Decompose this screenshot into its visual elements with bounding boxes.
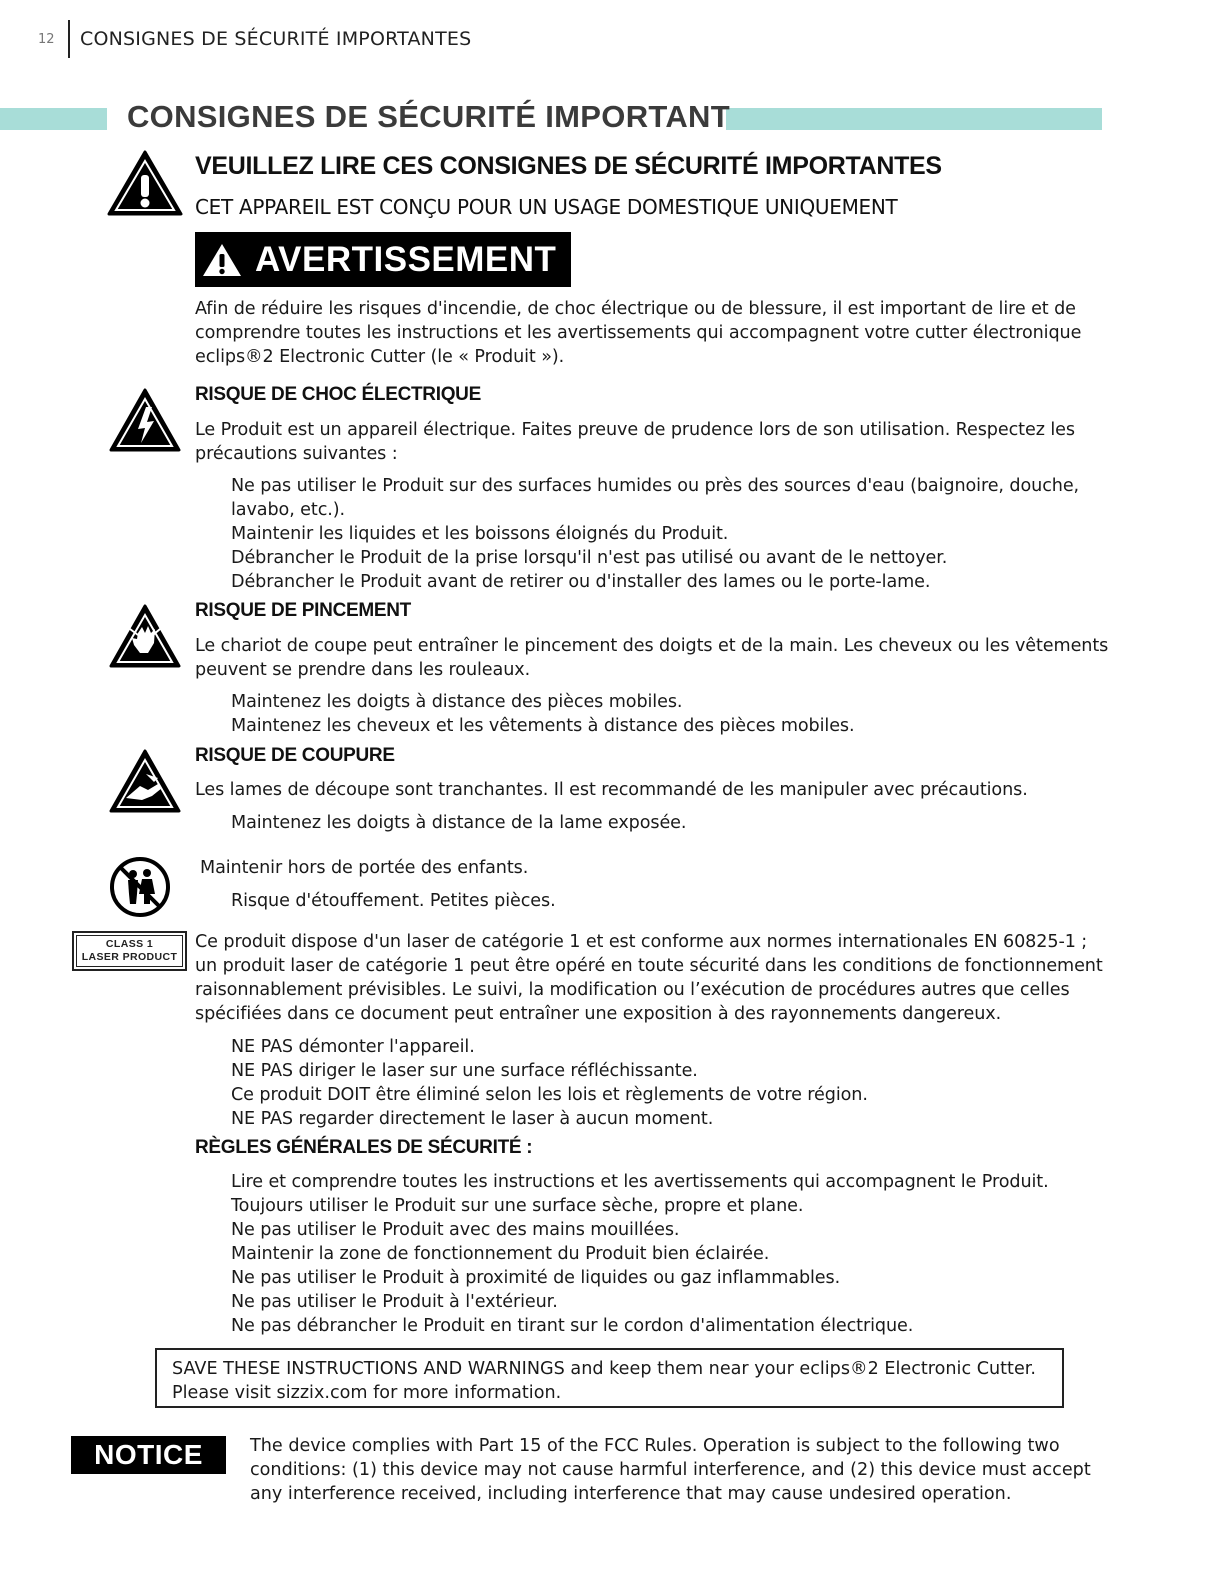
title-accent-band-right <box>726 108 1102 130</box>
warning-banner <box>195 232 571 287</box>
warning-paragraph <box>195 297 1081 369</box>
general-rules-list <box>231 1170 1049 1338</box>
notice-label: NOTICE <box>71 1436 226 1474</box>
pinch-heading: RISQUE DE PINCEMENT <box>195 600 411 621</box>
electric-shock-icon <box>108 387 182 453</box>
list-item: Lire et comprendre toutes les instructions et les avertissements qui accompagnent le Produit. <box>231 1172 1049 1192</box>
list-item: NE PAS démonter l'appareil. <box>231 1037 475 1057</box>
text-line: any interference received, including interference that may cause undesired operation. <box>250 1484 1012 1504</box>
text-line: Maintenir hors de portée des enfants. <box>200 858 529 878</box>
text-line: Ce produit dispose d'un laser de catégorie 1 et est conforme aux normes internationales EN 60825-1 ; <box>195 932 1088 952</box>
text-line: un produit laser de catégorie 1 peut être opéré en toute sécurité dans les conditions de fonctionnement <box>195 956 1103 976</box>
title-accent-band-left <box>0 108 107 130</box>
save-instructions-box <box>155 1348 1064 1408</box>
text-line: Le Produit est un appareil électrique. Faites preuve de prudence lors de son utilisation. Respectez les <box>195 420 1075 440</box>
pinch-paragraph <box>195 634 1108 682</box>
list-item: Maintenez les cheveux et les vêtements à distance des pièces mobiles. <box>231 716 855 736</box>
list-item: Ne pas utiliser le Produit avec des mains mouillées. <box>231 1220 680 1240</box>
list-item: Débrancher le Produit de la prise lorsqu'il n'est pas utilisé ou avant de le nettoyer. <box>231 548 948 568</box>
text-line: comprendre toutes les instructions et les avertissements qui accompagnent votre cutter électronique <box>195 323 1082 343</box>
general-rules-heading: RÈGLES GÉNÉRALES DE SÉCURITÉ : <box>195 1137 533 1158</box>
list-item: Ce produit DOIT être éliminé selon les lois et règlements de votre région. <box>231 1085 868 1105</box>
text-line: précautions suivantes : <box>195 444 398 464</box>
pinch-hazard-icon <box>108 603 182 669</box>
list-item: Maintenir la zone de fonctionnement du Produit bien éclairée. <box>231 1244 770 1264</box>
cut-hazard-icon <box>108 748 182 814</box>
keep-away-from-children-icon <box>109 856 171 918</box>
laser-paragraph <box>195 930 1103 1026</box>
text-line: SAVE THESE INSTRUCTIONS AND WARNINGS and keep them near your eclips®2 Electronic Cutter. <box>172 1359 1036 1379</box>
list-item: Ne pas utiliser le Produit à l'extérieur. <box>231 1292 558 1312</box>
shock-paragraph <box>195 418 1075 466</box>
text-line: Le chariot de coupe peut entraîner le pincement des doigts et de la main. Les cheveux ou les vêtements <box>195 636 1109 656</box>
text-line: conditions: (1) this device may not cause harmful interference, and (2) this device must accept <box>250 1460 1091 1480</box>
text-line: The device complies with Part 15 of the FCC Rules. Operation is subject to the following two <box>250 1436 1060 1456</box>
list-item: NE PAS regarder directement le laser à aucun moment. <box>231 1109 714 1129</box>
text-line: spécifiées dans ce document peut entraîner une exposition à des rayonnements dangereux. <box>195 1004 1002 1024</box>
cut-paragraph <box>195 778 1028 802</box>
laser-label-line2: LASER PRODUCT <box>81 951 178 963</box>
warning-triangle-icon <box>106 149 184 217</box>
list-item: Ne pas utiliser le Produit sur des surfaces humides ou près des sources d'eau (baignoire, douche, <box>231 476 1080 496</box>
list-item: Ne pas utiliser le Produit à proximité de liquides ou gaz inflammables. <box>231 1268 841 1288</box>
text-line: Afin de réduire les risques d'incendie, de choc électrique ou de blessure, il est important de lire et de <box>195 299 1076 319</box>
list-item: Débrancher le Produit avant de retirer ou d'installer des lames ou le porte-lame. <box>231 572 931 592</box>
shock-precautions-list <box>231 474 1079 594</box>
notice-paragraph <box>250 1434 1091 1506</box>
laser-precautions-list <box>231 1035 868 1131</box>
running-header <box>38 20 471 58</box>
list-item: Maintenir les liquides et les boissons éloignés du Produit. <box>231 524 729 544</box>
list-item: NE PAS diriger le laser sur une surface réfléchissante. <box>231 1061 698 1081</box>
warning-label: AVERTISSEMENT <box>255 239 557 279</box>
laser-label-line1: CLASS 1 <box>105 938 154 950</box>
page-title: CONSIGNES DE SÉCURITÉ IMPORTANT <box>127 99 730 134</box>
text-line: peuvent se prendre dans les rouleaux. <box>195 660 531 680</box>
list-item: Toujours utiliser le Produit sur une surface sèche, propre et plane. <box>231 1196 804 1216</box>
list-item: lavabo, etc.). <box>231 500 346 520</box>
header-divider <box>68 20 70 58</box>
text-line: eclips®2 Electronic Cutter (le « Produit »). <box>195 347 565 367</box>
cut-precautions-list <box>231 811 686 835</box>
list-item: Maintenez les doigts à distance de la lame exposée. <box>231 813 687 833</box>
running-title: CONSIGNES DE SÉCURITÉ IMPORTANTES <box>80 28 472 50</box>
text-line: raisonnablement prévisibles. Le suivi, la modification ou l’exécution de procédures autres que celles <box>195 980 1070 1000</box>
list-item: Maintenez les doigts à distance des pièces mobiles. <box>231 692 683 712</box>
pinch-precautions-list <box>231 690 855 738</box>
text-line: Please visit sizzix.com for more information. <box>172 1383 562 1403</box>
class1-laser-label <box>72 931 187 971</box>
page-number: 12 <box>38 31 55 47</box>
children-precautions-list <box>231 889 556 913</box>
list-item: Risque d'étouffement. Petites pièces. <box>231 891 556 911</box>
list-item: Ne pas débrancher le Produit en tirant sur le cordon d'alimentation électrique. <box>231 1316 914 1336</box>
children-paragraph <box>200 856 528 880</box>
cut-heading: RISQUE DE COUPURE <box>195 745 395 766</box>
read-instructions-heading: VEUILLEZ LIRE CES CONSIGNES DE SÉCURITÉ IMPORTANTES <box>195 152 942 180</box>
shock-heading: RISQUE DE CHOC ÉLECTRIQUE <box>195 384 481 405</box>
text-line: Les lames de découpe sont tranchantes. Il est recommandé de les manipuler avec précautions. <box>195 780 1028 800</box>
domestic-use-statement: CET APPAREIL EST CONÇU POUR UN USAGE DOMESTIQUE UNIQUEMENT <box>195 195 898 219</box>
warning-exclamation-icon <box>201 242 243 278</box>
